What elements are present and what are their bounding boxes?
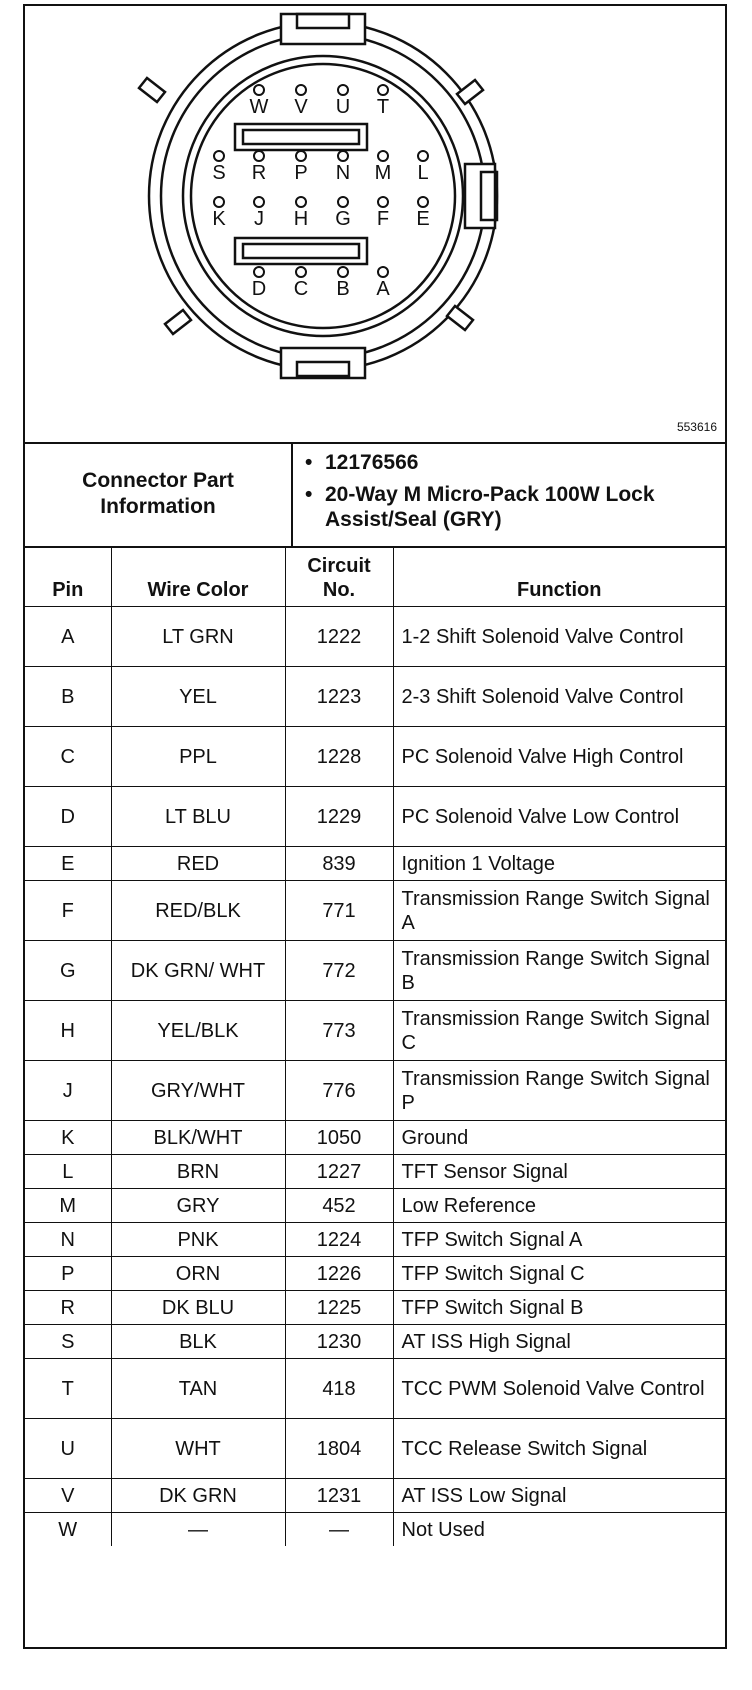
table-row xyxy=(25,1189,725,1223)
table-row xyxy=(25,1223,725,1257)
pin-label: R xyxy=(251,162,267,184)
table-row xyxy=(25,941,725,1001)
connector-part-info xyxy=(25,442,725,548)
table-row xyxy=(25,787,725,847)
header-circuit-no: Circuit No. xyxy=(285,546,393,607)
pin-cell: F xyxy=(25,881,111,941)
pin-label: A xyxy=(376,278,390,300)
table-row xyxy=(25,1121,725,1155)
wire-color-cell: GRY/WHT xyxy=(111,1061,285,1121)
function-cell: AT ISS High Signal xyxy=(393,1325,725,1359)
table-row xyxy=(25,1257,725,1291)
function-cell: Not Used xyxy=(393,1513,725,1547)
function-cell: Transmission Range Switch Signal A xyxy=(393,881,725,941)
pin-cell: T xyxy=(25,1359,111,1419)
table-row xyxy=(25,607,725,667)
table-row xyxy=(25,847,725,881)
pin-cell: N xyxy=(25,1223,111,1257)
wire-color-cell: LT GRN xyxy=(111,607,285,667)
table-row xyxy=(25,1325,725,1359)
pin-label: V xyxy=(294,96,308,118)
connector-diagram xyxy=(25,6,725,444)
header-pin: Pin xyxy=(25,546,111,607)
wire-color-cell: DK BLU xyxy=(111,1291,285,1325)
wire-color-cell: YEL/BLK xyxy=(111,1001,285,1061)
connector-face-drawing xyxy=(25,6,725,442)
circuit-cell: 1230 xyxy=(285,1325,393,1359)
wire-color-cell: DK GRN xyxy=(111,1479,285,1513)
pin-cell: E xyxy=(25,847,111,881)
pin-cavity xyxy=(254,85,264,95)
circuit-cell: 1223 xyxy=(285,667,393,727)
function-cell: TCC PWM Solenoid Valve Control xyxy=(393,1359,725,1419)
pin-label: J xyxy=(254,208,264,230)
pin-label: G xyxy=(335,208,351,230)
pin-label: K xyxy=(212,208,226,230)
circuit-cell: 776 xyxy=(285,1061,393,1121)
pin-cavity xyxy=(338,151,348,161)
pin-cell: P xyxy=(25,1257,111,1291)
function-cell: TFP Switch Signal A xyxy=(393,1223,725,1257)
table-row xyxy=(25,667,725,727)
pin-label: D xyxy=(251,278,267,300)
bullet-icon: • xyxy=(305,451,313,474)
wire-color-cell: PNK xyxy=(111,1223,285,1257)
circuit-cell: 1231 xyxy=(285,1479,393,1513)
function-cell: PC Solenoid Valve High Control xyxy=(393,727,725,787)
function-cell: Ground xyxy=(393,1121,725,1155)
pin-label: H xyxy=(293,208,309,230)
wire-color-cell: RED xyxy=(111,847,285,881)
pin-label: E xyxy=(416,208,430,230)
circuit-cell: 1226 xyxy=(285,1257,393,1291)
function-cell: Ignition 1 Voltage xyxy=(393,847,725,881)
function-cell: TCC Release Switch Signal xyxy=(393,1419,725,1479)
pin-cell: W xyxy=(25,1513,111,1547)
pin-cavity xyxy=(378,151,388,161)
upper-key-slot xyxy=(235,124,367,150)
wire-color-cell: RED/BLK xyxy=(111,881,285,941)
pin-cell: G xyxy=(25,941,111,1001)
circuit-cell: 1222 xyxy=(285,607,393,667)
table-row xyxy=(25,727,725,787)
wire-color-cell: BLK/WHT xyxy=(111,1121,285,1155)
lower-key-slot xyxy=(235,238,367,264)
pinout-table xyxy=(25,546,725,1546)
table-row xyxy=(25,1479,725,1513)
pin-cavity xyxy=(214,151,224,161)
wire-color-cell: — xyxy=(111,1513,285,1547)
pin-cell: H xyxy=(25,1001,111,1061)
pin-cavity xyxy=(338,85,348,95)
pin-label: B xyxy=(336,278,350,300)
circuit-cell: 1227 xyxy=(285,1155,393,1189)
pin-label: W xyxy=(249,96,269,118)
wire-color-cell: WHT xyxy=(111,1419,285,1479)
pin-cavity xyxy=(254,151,264,161)
function-cell: Transmission Range Switch Signal B xyxy=(393,941,725,1001)
circuit-cell: 1050 xyxy=(285,1121,393,1155)
wire-color-cell: ORN xyxy=(111,1257,285,1291)
pin-cavity xyxy=(418,197,428,207)
table-row xyxy=(25,1359,725,1419)
pin-cavity xyxy=(378,197,388,207)
circuit-cell: 1224 xyxy=(285,1223,393,1257)
table-row xyxy=(25,1155,725,1189)
pin-cavity xyxy=(378,85,388,95)
table-row xyxy=(25,1001,725,1061)
wire-color-cell: BLK xyxy=(111,1325,285,1359)
circuit-cell: 418 xyxy=(285,1359,393,1419)
circuit-cell: 1225 xyxy=(285,1291,393,1325)
part-info-item: • 12176566 xyxy=(305,451,419,474)
circuit-cell: 773 xyxy=(285,1001,393,1061)
pin-cavity xyxy=(254,267,264,277)
pin-label: F xyxy=(376,208,390,230)
circuit-cell: — xyxy=(285,1513,393,1547)
pin-cell: U xyxy=(25,1419,111,1479)
wire-color-cell: DK GRN/ WHT xyxy=(111,941,285,1001)
pin-cell: L xyxy=(25,1155,111,1189)
table-header-row xyxy=(25,546,725,607)
connector-sheet xyxy=(23,4,727,1649)
circuit-cell: 452 xyxy=(285,1189,393,1223)
function-cell: TFP Switch Signal C xyxy=(393,1257,725,1291)
connector-part-info-list xyxy=(293,442,725,546)
pin-cell: K xyxy=(25,1121,111,1155)
wire-color-cell: BRN xyxy=(111,1155,285,1189)
table-row xyxy=(25,1061,725,1121)
wire-color-cell: YEL xyxy=(111,667,285,727)
pin-label: P xyxy=(294,162,308,184)
function-cell: AT ISS Low Signal xyxy=(393,1479,725,1513)
table-row xyxy=(25,1513,725,1547)
function-cell: Transmission Range Switch Signal C xyxy=(393,1001,725,1061)
pin-label: N xyxy=(335,162,351,184)
pin-label: C xyxy=(293,278,309,300)
pin-cell: A xyxy=(25,607,111,667)
pin-cell: S xyxy=(25,1325,111,1359)
pin-cavity xyxy=(418,151,428,161)
bullet-icon: • xyxy=(305,483,313,506)
pin-label: S xyxy=(212,162,226,184)
function-cell: TFP Switch Signal B xyxy=(393,1291,725,1325)
pin-cell: R xyxy=(25,1291,111,1325)
pin-cell: M xyxy=(25,1189,111,1223)
pin-cavity xyxy=(296,267,306,277)
pin-label: T xyxy=(376,96,390,118)
pin-cavity xyxy=(338,267,348,277)
pin-cell: D xyxy=(25,787,111,847)
function-cell: Low Reference xyxy=(393,1189,725,1223)
circuit-cell: 772 xyxy=(285,941,393,1001)
table-row xyxy=(25,1291,725,1325)
wire-color-cell: TAN xyxy=(111,1359,285,1419)
pin-cavity xyxy=(214,197,224,207)
wire-color-cell: PPL xyxy=(111,727,285,787)
circuit-cell: 1228 xyxy=(285,727,393,787)
function-cell: 2-3 Shift Solenoid Valve Control xyxy=(393,667,725,727)
table-row xyxy=(25,881,725,941)
pin-cavity xyxy=(254,197,264,207)
circuit-cell: 1804 xyxy=(285,1419,393,1479)
pin-label: M xyxy=(374,162,392,184)
pin-cell: B xyxy=(25,667,111,727)
connector-part-info-label: Connector Part Information xyxy=(25,442,293,546)
pin-cavity xyxy=(296,85,306,95)
header-function: Function xyxy=(393,546,725,607)
pin-cavity xyxy=(296,151,306,161)
circuit-cell: 1229 xyxy=(285,787,393,847)
pin-cell: C xyxy=(25,727,111,787)
function-cell: 1-2 Shift Solenoid Valve Control xyxy=(393,607,725,667)
function-cell: PC Solenoid Valve Low Control xyxy=(393,787,725,847)
table-row xyxy=(25,1419,725,1479)
header-wire-color: Wire Color xyxy=(111,546,285,607)
pin-label: L xyxy=(417,162,429,184)
connector-outer-ring xyxy=(149,22,497,370)
circuit-cell: 771 xyxy=(285,881,393,941)
wire-color-cell: GRY xyxy=(111,1189,285,1223)
pin-cell: V xyxy=(25,1479,111,1513)
pin-cavity xyxy=(338,197,348,207)
pin-cavity xyxy=(296,197,306,207)
wire-color-cell: LT BLU xyxy=(111,787,285,847)
pin-cell: J xyxy=(25,1061,111,1121)
part-info-item: • 20-Way M Micro-Pack 100W Lock Assist/Seal (GRY) xyxy=(305,483,655,531)
pin-label: U xyxy=(335,96,351,118)
circuit-cell: 839 xyxy=(285,847,393,881)
function-cell: TFT Sensor Signal xyxy=(393,1155,725,1189)
pin-cavity xyxy=(378,267,388,277)
function-cell: Transmission Range Switch Signal P xyxy=(393,1061,725,1121)
figure-number: 553616 xyxy=(676,420,717,434)
